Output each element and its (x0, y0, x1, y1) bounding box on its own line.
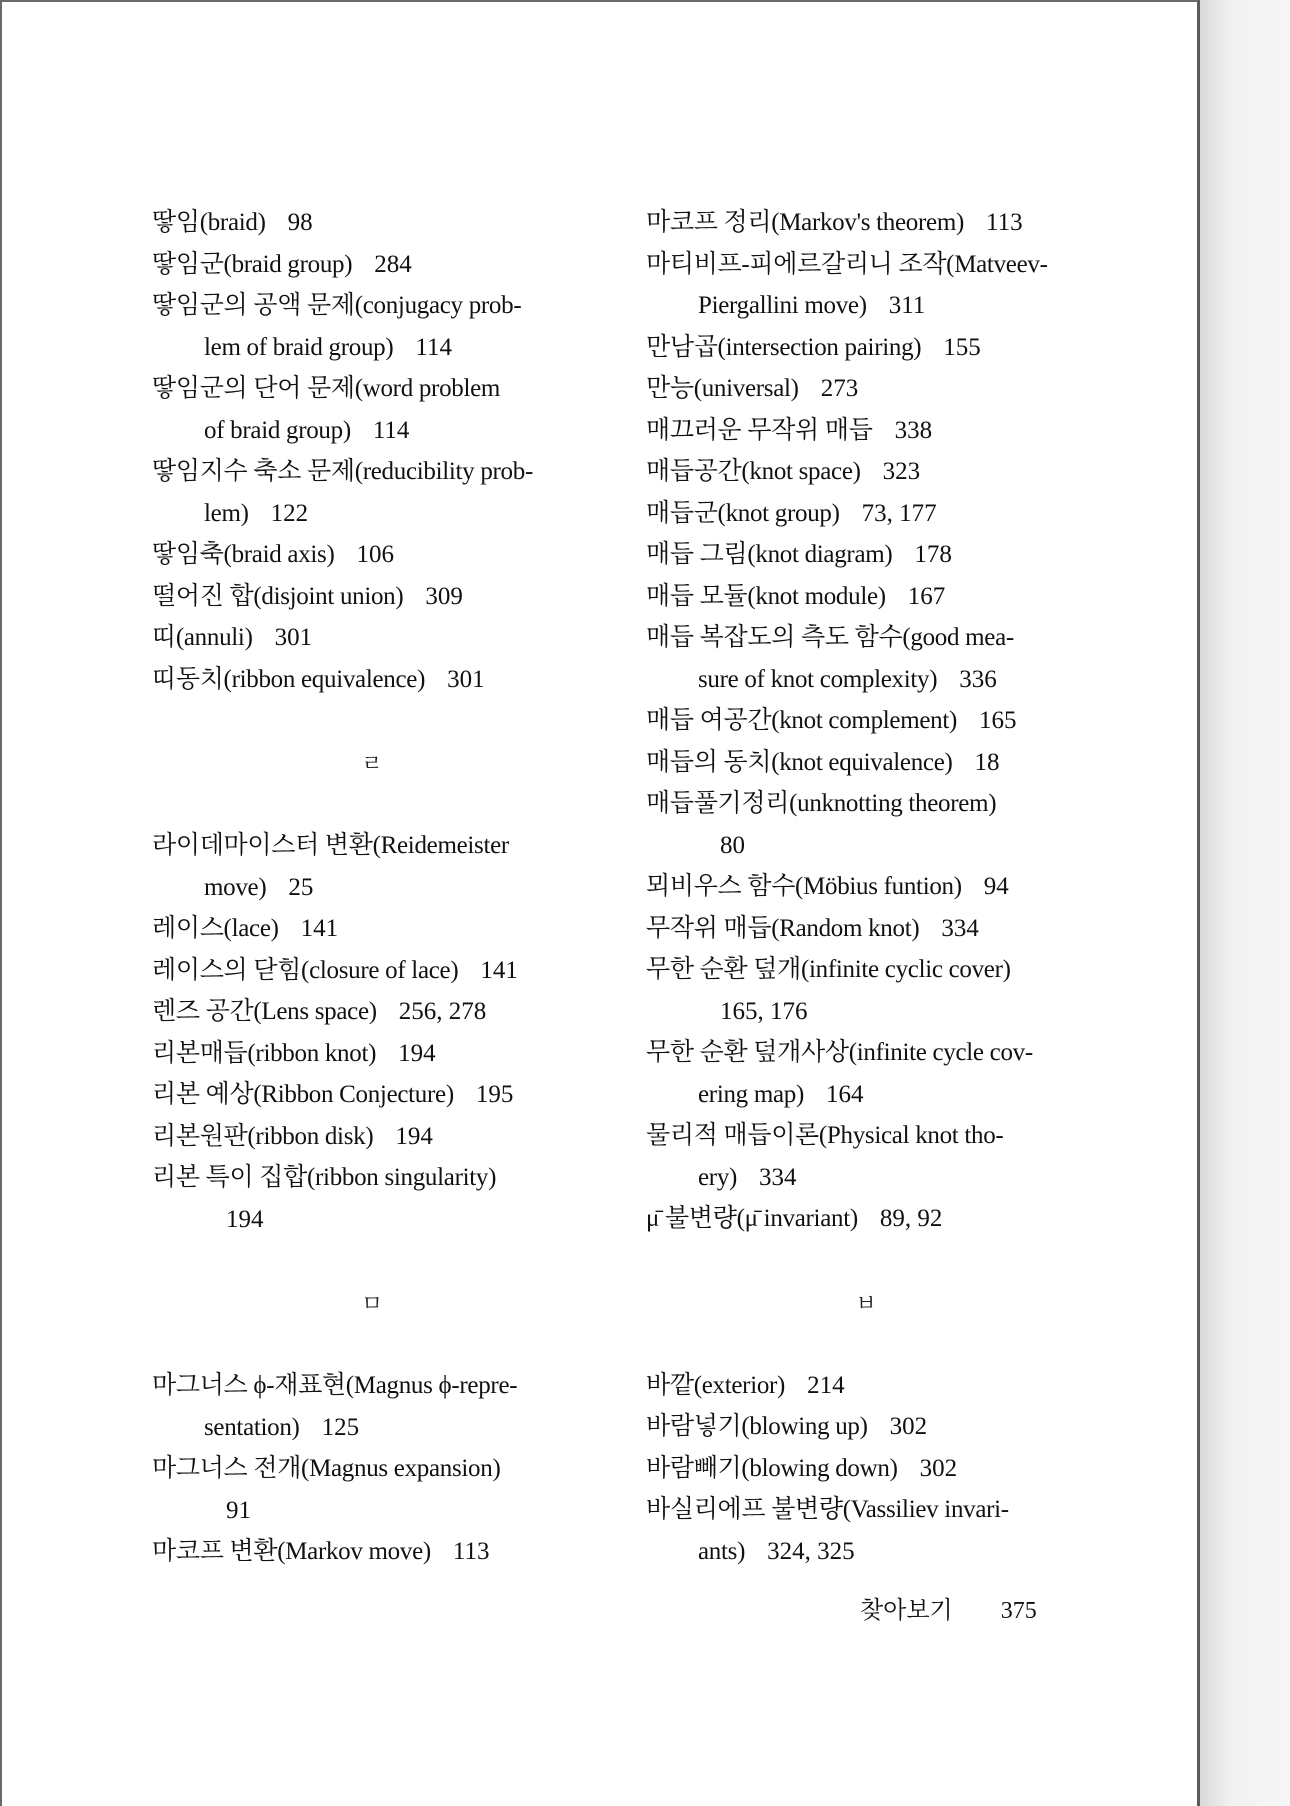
index-entry (646, 244, 1086, 327)
index-term: 리본원판(ribbon disk) (152, 1122, 374, 1150)
index-entry (646, 1032, 1086, 1115)
index-entry (152, 576, 592, 618)
index-pages: 302 (919, 1454, 958, 1482)
index-entry (152, 534, 592, 576)
index-term: 땋임(braid) (152, 209, 266, 236)
index-pages: 91 (226, 1496, 251, 1524)
index-entry (152, 991, 592, 1033)
page-number: 375 (1000, 1598, 1037, 1624)
index-pages: 178 (914, 541, 952, 568)
index-pages: 334 (759, 1163, 797, 1191)
index-term: 리본 예상(Ribbon Conjecture) (152, 1081, 454, 1108)
index-entry (646, 576, 1086, 618)
index-pages: 122 (270, 499, 309, 527)
index-entry (646, 783, 1086, 866)
index-entry (152, 368, 592, 451)
index-term: 리본 특이 집합(ribbon singularity) (152, 1164, 497, 1191)
index-term: 매듭의 동치(knot equivalence) (646, 748, 953, 776)
index-term: 무한 순환 덮개(infinite cyclic cover) (646, 956, 1011, 983)
index-entry (152, 908, 592, 950)
footer-label: 찾아보기 (860, 1598, 953, 1624)
index-pages: 336 (959, 665, 997, 693)
index-term: 마티비프-피에르갈리니 조작(Matveev- Piergallini move) (646, 250, 1048, 319)
index-pages: 98 (287, 209, 313, 236)
index-pages: 113 (986, 209, 1023, 236)
index-entry (646, 949, 1086, 1032)
index-term: 매듭 여공간(knot complement) (646, 707, 958, 734)
index-entry (646, 700, 1086, 742)
index-entry (152, 1074, 592, 1116)
page-footer (860, 1590, 1037, 1625)
index-pages: 301 (274, 624, 313, 651)
index-entry (152, 451, 592, 534)
index-entry (152, 659, 592, 701)
index-pages: 165, 176 (720, 997, 808, 1025)
index-entry (646, 534, 1086, 576)
index-pages: 141 (480, 956, 518, 984)
index-pages: 114 (415, 333, 452, 361)
index-entry (646, 617, 1086, 700)
index-entry (646, 202, 1086, 244)
index-term: 매듭공간(knot space) (646, 458, 861, 485)
index-term: 땋임지수 축소 문제(reducibility prob- lem) (152, 458, 533, 527)
section-heading: ㄹ (361, 752, 383, 777)
index-pages: 113 (452, 1538, 490, 1565)
index-entry (152, 1448, 592, 1531)
index-entry (646, 1406, 1086, 1448)
index-pages: 165 (979, 707, 1017, 734)
index-term: 매듭 복잡도의 측도 함수(good mea- sure of knot complexity) (646, 624, 1014, 693)
index-pages: 80 (720, 831, 745, 859)
index-pages: 311 (888, 292, 926, 319)
index-entry (646, 1489, 1086, 1572)
index-pages: 18 (974, 748, 1000, 776)
index-entry (152, 825, 592, 908)
index-entry (646, 1115, 1086, 1198)
index-term: 렌즈 공간(Lens space) (152, 998, 377, 1025)
index-term: 리본매듭(ribbon knot) (152, 1039, 377, 1067)
index-pages: 301 (447, 665, 485, 693)
index-pages: 323 (882, 458, 921, 485)
index-term: 무작위 매듭(Random knot) (646, 914, 920, 942)
index-pages: 194 (226, 1205, 264, 1233)
index-term: 바람빼기(blowing down) (646, 1454, 898, 1482)
index-term: 땋임군의 공액 문제(conjugacy prob- lem of braid group) (152, 292, 522, 361)
index-pages: 73, 177 (861, 499, 937, 527)
index-entry (646, 1198, 1086, 1240)
index-term: 만능(universal) (646, 375, 799, 402)
index-term: 레이스(lace) (152, 915, 279, 942)
index-pages: 194 (398, 1039, 436, 1067)
index-pages: 302 (889, 1413, 928, 1440)
index-entry (152, 1531, 592, 1573)
index-term: 마코프 정리(Markov's theorem) (646, 209, 964, 236)
index-pages: 106 (356, 541, 394, 568)
index-pages: 214 (807, 1371, 845, 1399)
index-pages: 338 (894, 416, 933, 444)
index-term: 띠동치(ribbon equivalence) (152, 665, 426, 693)
index-entry (646, 368, 1086, 410)
index-entry (152, 1116, 592, 1158)
index-entry (646, 1448, 1086, 1490)
index-column-left (152, 202, 592, 1573)
index-entry (646, 866, 1086, 908)
section-heading: ㅂ (855, 1291, 877, 1317)
index-pages: 309 (425, 582, 463, 610)
index-term: 마그너스 전개(Magnus expansion) (152, 1455, 501, 1482)
index-term: 마그너스 ϕ-재표현(Magnus ϕ-repre- sentation) (152, 1372, 518, 1441)
index-term: μ̄ 불변량(μ̄ invariant) (646, 1205, 858, 1232)
index-term: 매듭 그림(knot diagram) (646, 541, 893, 568)
index-pages: 114 (372, 416, 410, 444)
index-pages: 125 (321, 1413, 360, 1441)
index-entry (152, 950, 592, 992)
index-term: 땋임축(braid axis) (152, 541, 335, 568)
index-pages: 155 (943, 333, 981, 361)
index-term: 라이데마이스터 변환(Reidemeister move) (152, 832, 509, 901)
index-entry (152, 285, 592, 368)
index-pages: 94 (983, 873, 1009, 900)
index-pages: 195 (475, 1081, 514, 1108)
index-pages: 324, 325 (767, 1537, 855, 1565)
index-pages: 25 (288, 873, 314, 901)
index-pages: 164 (826, 1080, 864, 1108)
index-entry (152, 617, 592, 659)
index-term: 무한 순환 덮개사상(infinite cycle cov- ering map) (646, 1039, 1033, 1108)
index-column-right (646, 202, 1086, 1572)
index-entry (646, 410, 1086, 452)
index-pages: 334 (941, 914, 979, 942)
page-edge-shadow (1200, 0, 1290, 1806)
index-entry (152, 1157, 592, 1240)
index-entry (152, 202, 592, 244)
index-term: 매듭군(knot group) (646, 499, 840, 527)
section-heading: ㅁ (361, 1292, 383, 1317)
index-entry (152, 1365, 592, 1448)
index-term: 매듭풀기정리(unknotting theorem) (646, 790, 997, 817)
index-pages: 284 (374, 250, 412, 278)
index-term: 뫼비우스 함수(Möbius funtion) (646, 873, 962, 900)
index-entry (152, 244, 592, 286)
index-term: 떨어진 합(disjoint union) (152, 582, 404, 610)
index-entry (646, 451, 1086, 493)
index-pages: 89, 92 (879, 1205, 943, 1232)
index-pages: 273 (820, 375, 859, 402)
index-entry (646, 493, 1086, 535)
index-entry (646, 908, 1086, 950)
index-pages: 256, 278 (398, 998, 487, 1025)
index-term: 땋임군의 단어 문제(word problem of braid group) (152, 375, 501, 444)
index-term: 바깥(exterior) (646, 1371, 786, 1399)
index-term: 땋임군(braid group) (152, 250, 353, 278)
index-term: 매듭 모듈(knot module) (646, 582, 886, 610)
index-term: 바실리에프 불변량(Vassiliev invari- ants) (646, 1496, 1009, 1565)
index-pages: 194 (395, 1122, 433, 1150)
index-term: 레이스의 닫힘(closure of lace) (152, 956, 459, 984)
index-entry (152, 1033, 592, 1075)
index-entry (646, 327, 1086, 369)
index-term: 마코프 변환(Markov move) (152, 1538, 431, 1565)
index-pages: 167 (907, 582, 946, 610)
index-term: 만남곱(intersection pairing) (646, 333, 922, 361)
index-term: 물리적 매듭이론(Physical knot tho- ery) (646, 1122, 1004, 1191)
index-term: 바람넣기(blowing up) (646, 1413, 868, 1440)
index-term: 띠(annuli) (152, 624, 253, 651)
index-term: 매끄러운 무작위 매듭 (646, 416, 873, 444)
index-entry (646, 742, 1086, 784)
index-pages: 141 (300, 915, 339, 942)
index-entry (646, 1365, 1086, 1407)
